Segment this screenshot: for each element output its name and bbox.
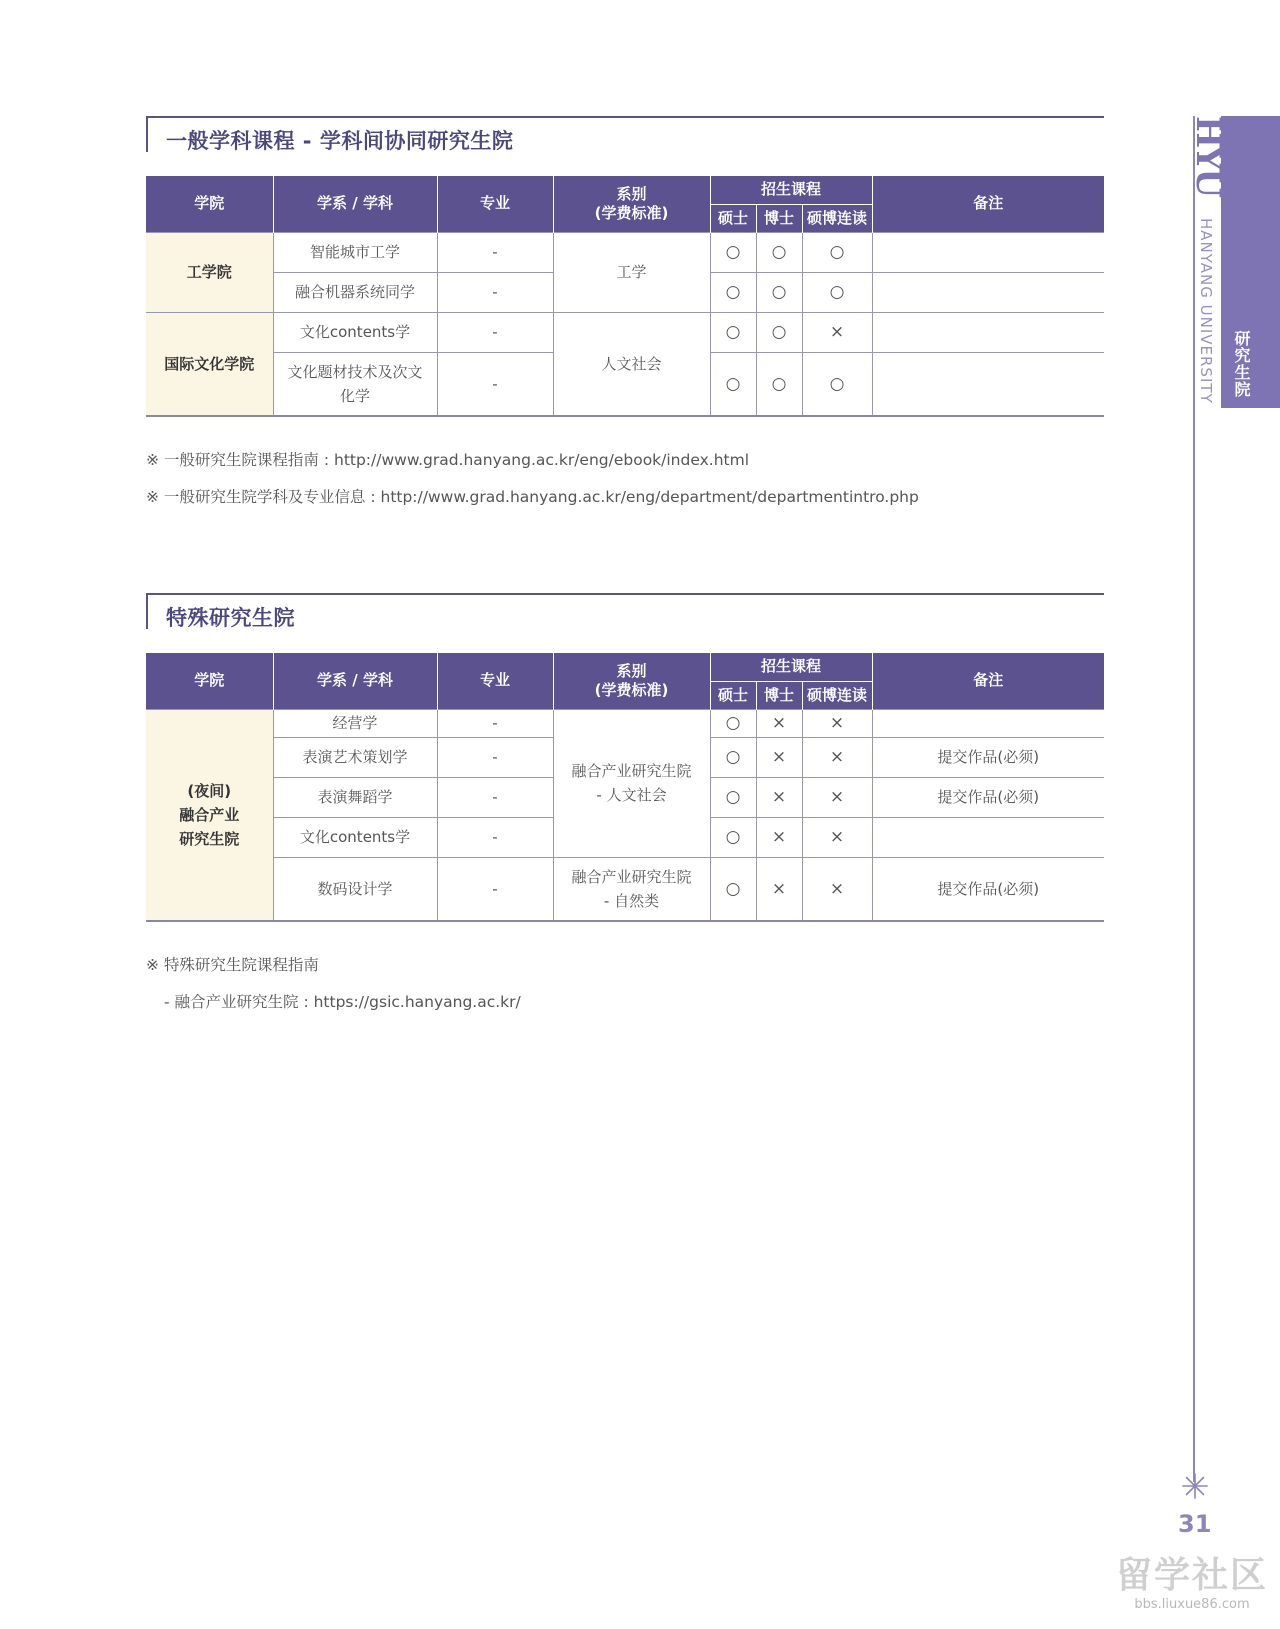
doctor-mark: ○ xyxy=(756,272,802,312)
doctor-mark: ○ xyxy=(756,352,802,416)
major-cell: - xyxy=(437,272,553,312)
hyu-logo: HYU xyxy=(1188,116,1228,197)
asterisk-star-icon xyxy=(1181,1472,1209,1500)
remark-cell xyxy=(872,232,1104,272)
combined-mark: × xyxy=(802,312,872,352)
page-number: 31 xyxy=(1178,1510,1212,1538)
combined-mark: ○ xyxy=(802,352,872,416)
master-mark: ○ xyxy=(710,737,756,777)
header-combined: 硕博连读 xyxy=(802,681,872,709)
special-program-table xyxy=(146,653,1104,922)
doctor-mark: × xyxy=(756,709,802,737)
table-row xyxy=(146,312,1104,352)
table-row xyxy=(146,232,1104,272)
university-name: HANYANG UNIVERSITY xyxy=(1197,218,1215,404)
remark-cell: 提交作品(必须) xyxy=(872,777,1104,817)
section-title-general xyxy=(146,116,1104,152)
combined-mark: × xyxy=(802,737,872,777)
header-master: 硕士 xyxy=(710,681,756,709)
department-cell: 数码设计学 xyxy=(273,857,437,921)
master-mark: ○ xyxy=(710,232,756,272)
college-cell: 国际文化学院 xyxy=(146,312,273,416)
sidebar-divider xyxy=(1193,116,1195,1482)
doctor-mark: ○ xyxy=(756,232,802,272)
series-line: - 自然类 xyxy=(603,891,660,910)
header-series-label: 系别 xyxy=(616,661,647,680)
table-row xyxy=(146,857,1104,921)
major-cell: - xyxy=(437,232,553,272)
combined-mark: × xyxy=(802,857,872,921)
major-cell: - xyxy=(437,737,553,777)
header-department: 学系 / 学科 xyxy=(273,176,437,232)
college-line: 融合产业 xyxy=(179,805,240,824)
college-cell xyxy=(146,709,273,921)
doctor-mark: × xyxy=(756,777,802,817)
table-row xyxy=(146,709,1104,737)
header-series xyxy=(553,653,710,709)
section-title-text: 特殊研究生院 xyxy=(166,606,295,630)
combined-mark: ○ xyxy=(802,272,872,312)
doctor-mark: × xyxy=(756,857,802,921)
series-line: 融合产业研究生院 xyxy=(571,867,692,886)
combined-mark: × xyxy=(802,709,872,737)
table-header-row xyxy=(146,176,1104,204)
department-cell: 经营学 xyxy=(273,709,437,737)
section-title-text: 一般学科课程 - 学科间协同研究生院 xyxy=(166,129,514,153)
college-line: (夜间) xyxy=(187,781,232,800)
series-line: - 人文社会 xyxy=(596,786,667,804)
major-cell: - xyxy=(437,312,553,352)
master-mark: ○ xyxy=(710,857,756,921)
doctor-mark: ○ xyxy=(756,312,802,352)
master-mark: ○ xyxy=(710,777,756,817)
combined-mark: × xyxy=(802,777,872,817)
watermark xyxy=(1112,1555,1272,1625)
college-line: 研究生院 xyxy=(179,829,240,848)
note-grad-department: ※ 一般研究生院学科及专业信息 : http://www.grad.hanyang.ac.kr/eng/department/departmentintro.php xyxy=(146,488,919,506)
header-doctor: 博士 xyxy=(756,681,802,709)
combined-mark: ○ xyxy=(802,232,872,272)
remark-cell xyxy=(872,817,1104,857)
master-mark: ○ xyxy=(710,709,756,737)
header-remark: 备注 xyxy=(872,653,1104,709)
header-college: 学院 xyxy=(146,176,273,232)
header-major: 专业 xyxy=(437,176,553,232)
major-cell: - xyxy=(437,777,553,817)
series-cell: 人文社会 xyxy=(553,312,710,416)
major-cell: - xyxy=(437,352,553,416)
remark-cell xyxy=(872,312,1104,352)
doctor-mark: × xyxy=(756,737,802,777)
header-series-sub: (学费标准) xyxy=(594,680,669,699)
header-series-sub: (学费标准) xyxy=(594,203,669,222)
master-mark: ○ xyxy=(710,272,756,312)
note-special-guide: ※ 特殊研究生院课程指南 xyxy=(146,956,319,974)
header-department: 学系 / 学科 xyxy=(273,653,437,709)
remark-cell xyxy=(872,709,1104,737)
doctor-mark: × xyxy=(756,817,802,857)
department-cell: 文化contents学 xyxy=(273,312,437,352)
header-enroll: 招生课程 xyxy=(710,176,872,204)
header-college: 学院 xyxy=(146,653,273,709)
department-cell: 文化题材技术及次文化学 xyxy=(273,352,437,416)
table-header-row xyxy=(146,653,1104,681)
header-doctor: 博士 xyxy=(756,204,802,232)
header-remark: 备注 xyxy=(872,176,1104,232)
header-series xyxy=(553,176,710,232)
department-cell: 融合机器系统同学 xyxy=(273,272,437,312)
remark-cell xyxy=(872,272,1104,312)
remark-cell: 提交作品(必须) xyxy=(872,857,1104,921)
series-cell xyxy=(553,857,710,921)
note-special-url: - 融合产业研究生院 : https://gsic.hanyang.ac.kr/ xyxy=(164,993,521,1011)
header-major: 专业 xyxy=(437,653,553,709)
series-line: 融合产业研究生院 xyxy=(571,762,692,780)
department-cell: 智能城市工学 xyxy=(273,232,437,272)
header-series-label: 系别 xyxy=(616,184,647,203)
section-title-special xyxy=(146,593,1104,629)
watermark-title: 留学社区 xyxy=(1115,1555,1268,1596)
major-cell: - xyxy=(437,857,553,921)
combined-mark: × xyxy=(802,817,872,857)
master-mark: ○ xyxy=(710,312,756,352)
general-program-table xyxy=(146,176,1104,417)
header-combined: 硕博连读 xyxy=(802,204,872,232)
note-grad-guide: ※ 一般研究生院课程指南 : http://www.grad.hanyang.ac.kr/eng/ebook/index.html xyxy=(146,451,750,469)
master-mark: ○ xyxy=(710,817,756,857)
series-cell: 工学 xyxy=(553,232,710,312)
header-master: 硕士 xyxy=(710,204,756,232)
department-cell: 表演艺术策划学 xyxy=(273,737,437,777)
major-cell: - xyxy=(437,709,553,737)
remark-cell xyxy=(872,352,1104,416)
department-cell: 表演舞蹈学 xyxy=(273,777,437,817)
series-cell xyxy=(553,709,710,857)
sidebar-tab-label: 研究生院 xyxy=(1232,330,1251,398)
department-cell: 文化contents学 xyxy=(273,817,437,857)
college-cell: 工学院 xyxy=(146,232,273,312)
master-mark: ○ xyxy=(710,352,756,416)
major-cell: - xyxy=(437,817,553,857)
watermark-url: bbs.liuxue86.com xyxy=(1134,1597,1250,1612)
remark-cell: 提交作品(必须) xyxy=(872,737,1104,777)
header-enroll: 招生课程 xyxy=(710,653,872,681)
